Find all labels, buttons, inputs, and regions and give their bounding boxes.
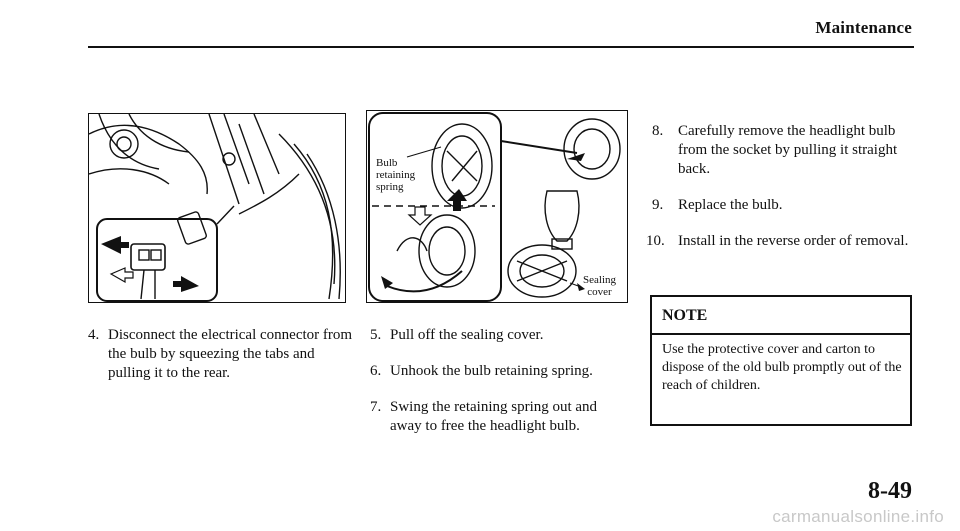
step-text: Replace the bulb. (678, 197, 783, 213)
step-10 (646, 232, 914, 251)
figure-connector-illustration (88, 113, 346, 303)
step-number: 8. (652, 123, 664, 139)
label-line: retaining (376, 169, 416, 181)
step-number: 6. (370, 363, 382, 379)
step-text: Install in the reverse order of removal. (678, 233, 909, 249)
step-4 (88, 326, 353, 383)
step-7 (370, 398, 632, 436)
note-box (650, 295, 912, 426)
label-line: Bulb (376, 157, 398, 169)
step-number: 4. (88, 327, 100, 343)
step-9 (652, 196, 914, 215)
note-title: NOTE (652, 297, 910, 335)
step-text: Disconnect the electrical connector from the bulb by squeezing the tabs and pulling it to the rear. (108, 327, 353, 381)
label-line: spring (376, 181, 404, 193)
step-text: Swing the retaining spring out and away to free the headlight bulb. (390, 399, 598, 434)
note-body: Use the protective cover and carton to dispose of the old bulb promptly out of the reach of children. (662, 342, 902, 393)
step-number: 10. (646, 233, 665, 249)
step-6 (370, 362, 632, 381)
header-rule (88, 46, 914, 48)
step-5 (370, 326, 632, 345)
step-number: 7. (370, 399, 382, 415)
step-number: 5. (370, 327, 382, 343)
watermark: carmanualsonline.info (772, 507, 944, 526)
label-line: cover (587, 286, 612, 298)
section-title: Maintenance (815, 18, 912, 37)
label-sealing-cover (583, 274, 616, 298)
page-number: 8-49 (868, 478, 912, 504)
step-text: Carefully remove the headlight bulb from the socket by pulling it straight back. (678, 123, 898, 177)
step-8 (652, 122, 914, 179)
connector-drawing (89, 114, 346, 303)
label-bulb-retaining-spring (376, 157, 415, 193)
step-number: 9. (652, 197, 664, 213)
step-text: Unhook the bulb retaining spring. (390, 363, 593, 379)
label-line: Sealing (583, 274, 616, 286)
step-text: Pull off the sealing cover. (390, 327, 544, 343)
figure-bulb-illustration (366, 110, 628, 303)
